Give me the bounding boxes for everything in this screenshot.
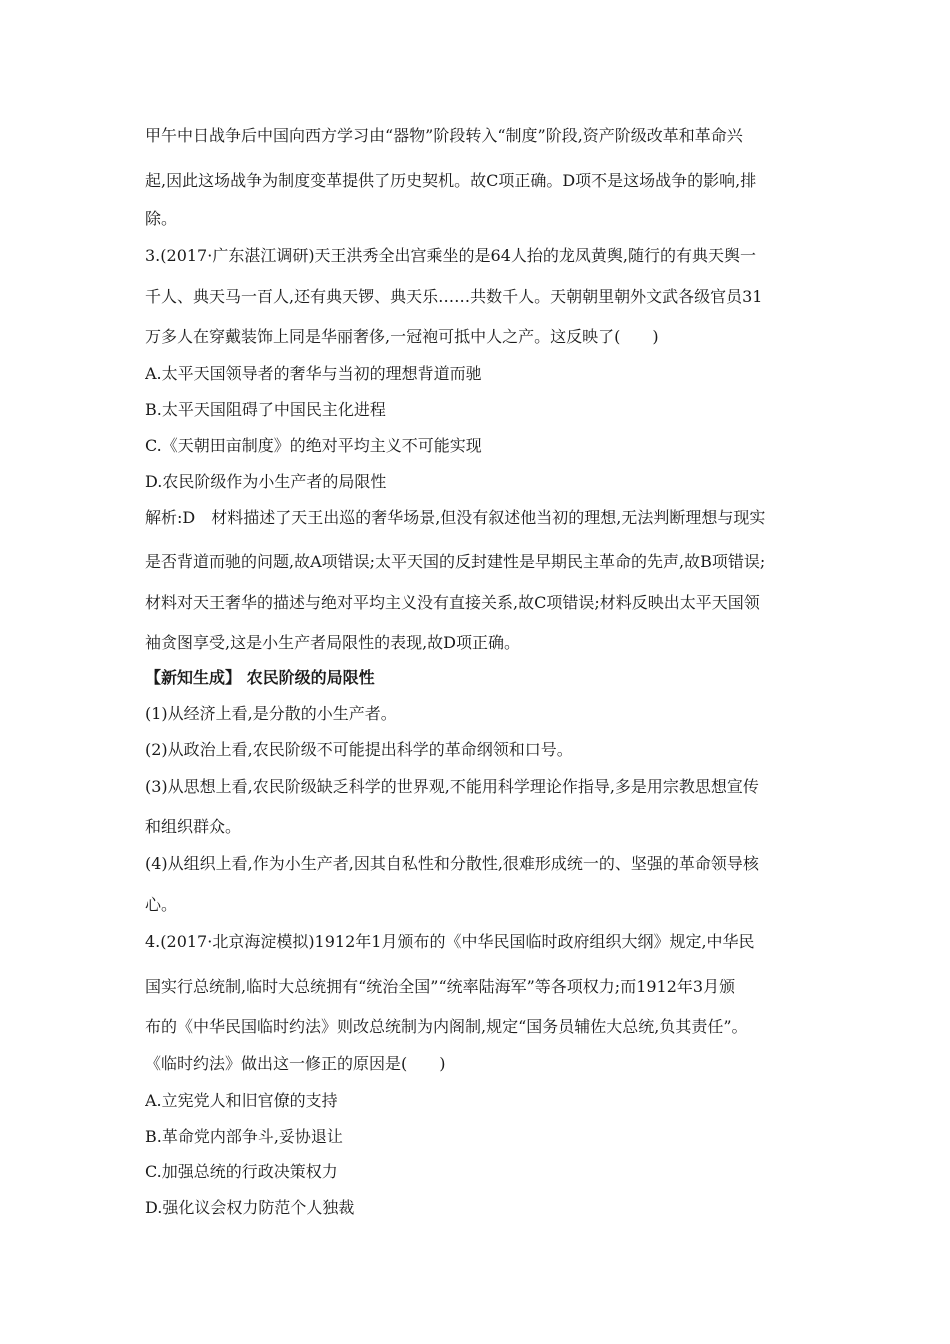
option-d: D.农民阶级作为小生产者的局限性 <box>145 472 387 491</box>
question-4-stem: 4.(2017·北京海淀模拟)1912年1月颁布的《中华民国临时政府组织大纲》规定,中华民 <box>145 932 755 951</box>
list-item: (1)从经济上看,是分散的小生产者。 <box>145 704 397 723</box>
option-b: B.革命党内部争斗,妥协退让 <box>145 1127 343 1146</box>
text-line: 材料对天王奢华的描述与绝对平均主义没有直接关系,故C项错误;材料反映出太平天国领 <box>145 593 760 612</box>
option-d: D.强化议会权力防范个人独裁 <box>145 1198 355 1217</box>
option-c: C.加强总统的行政决策权力 <box>145 1162 338 1181</box>
option-b: B.太平天国阻碍了中国民主化进程 <box>145 400 386 419</box>
text-line: 和组织群众。 <box>145 817 242 836</box>
text-line: 除。 <box>145 209 178 228</box>
text-line: 国实行总统制,临时大总统拥有“统治全国”“统率陆海军”等各项权力;而1912年3月颁 <box>145 977 736 996</box>
text-line: 袖贪图享受,这是小生产者局限性的表现,故D项正确。 <box>145 633 521 652</box>
text-line: 千人、典天马一百人,还有典天锣、典天乐……共数千人。天朝朝里朝外文武各级官员31 <box>145 287 763 306</box>
list-item: (4)从组织上看,作为小生产者,因其自私性和分散性,很难形成统一的、坚强的革命领导核 <box>145 854 759 873</box>
option-a: A.太平天国领导者的奢华与当初的理想背道而驰 <box>145 364 482 383</box>
analysis-text: 解析:D 材料描述了天王出巡的奢华场景,但没有叙述他当初的理想,无法判断理想与现实 <box>145 508 766 527</box>
text-line: 心。 <box>145 895 178 914</box>
text-line: 起,因此这场战争为制度变革提供了历史契机。故C项正确。D项不是这场战争的影响,排 <box>145 171 757 190</box>
text-line: 《临时约法》做出这一修正的原因是( ) <box>145 1054 446 1073</box>
list-item: (2)从政治上看,农民阶级不可能提出科学的革命纲领和口号。 <box>145 740 573 759</box>
text-line: 布的《中华民国临时约法》则改总统制为内阁制,规定“国务员辅佐大总统,负其责任”。 <box>145 1017 748 1036</box>
option-a: A.立宪党人和旧官僚的支持 <box>145 1091 338 1110</box>
question-3-stem: 3.(2017·广东湛江调研)天王洪秀全出宫乘坐的是64人抬的龙凤黄舆,随行的有典天舆一 <box>145 246 757 265</box>
text-line: 甲午中日战争后中国向西方学习由“器物”阶段转入“制度”阶段,资产阶级改革和革命兴 <box>145 126 743 145</box>
text-line: 万多人在穿戴装饰上同是华丽奢侈,一冠袍可抵中人之产。这反映了( ) <box>145 327 659 346</box>
option-c: C.《天朝田亩制度》的绝对平均主义不可能实现 <box>145 436 482 455</box>
text-line: 是否背道而驰的问题,故A项错误;太平天国的反封建性是早期民主革命的先声,故B项错误; <box>145 552 766 571</box>
list-item: (3)从思想上看,农民阶级缺乏科学的世界观,不能用科学理论作指导,多是用宗教思想宣传 <box>145 777 759 796</box>
section-heading: 【新知生成】 农民阶级的局限性 <box>145 668 375 687</box>
